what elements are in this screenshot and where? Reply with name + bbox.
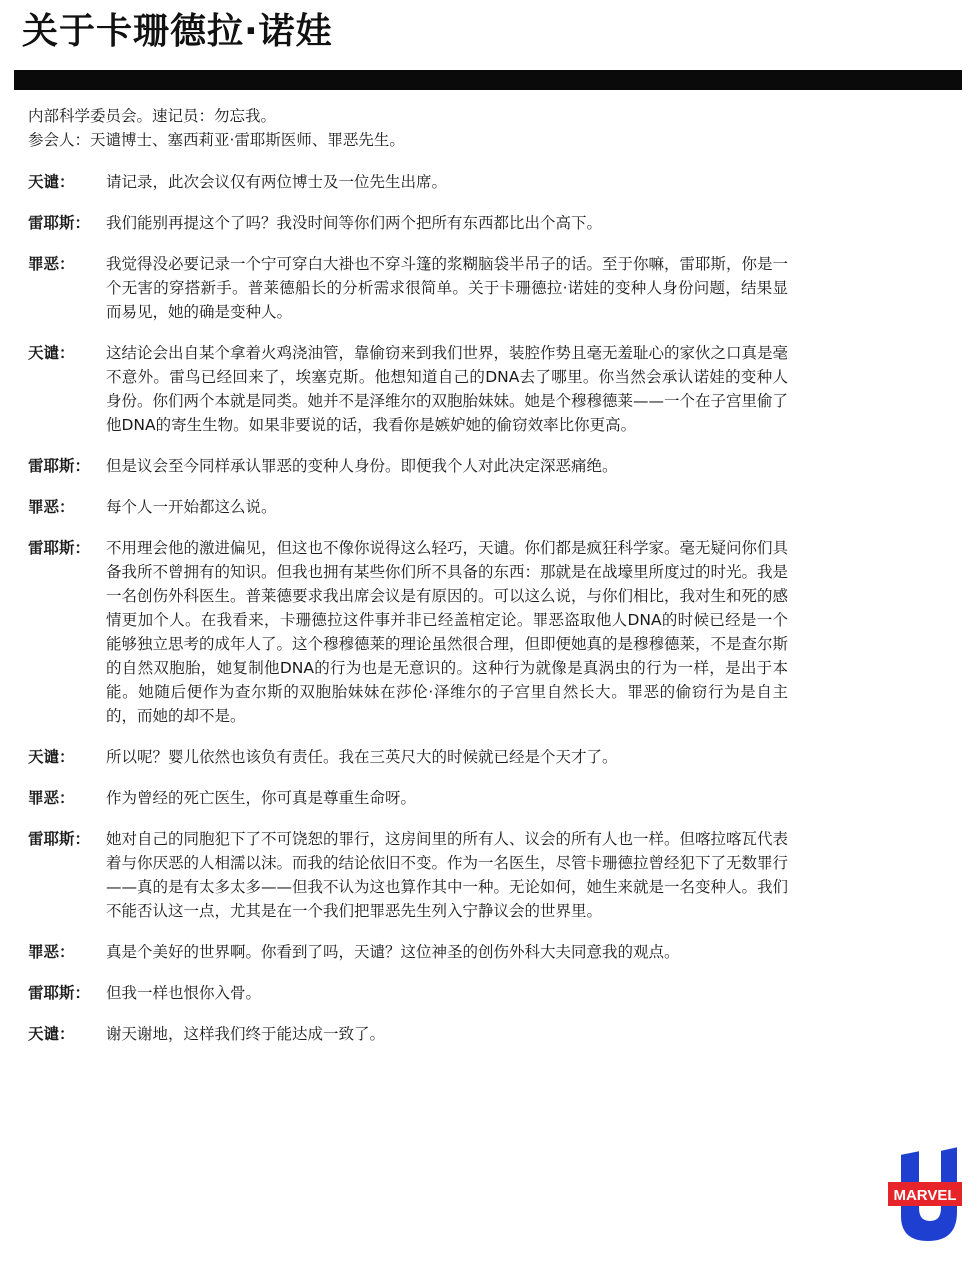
speech-text: 请记录，此次会议仅有两位博士及一位先生出席。 xyxy=(106,173,448,191)
speaker-label: 天谴： xyxy=(28,344,75,362)
transcript-entry xyxy=(28,454,788,478)
speaker-label: 雷耶斯： xyxy=(28,457,91,475)
logo-text: MARVEL xyxy=(893,1187,957,1204)
transcript-entry xyxy=(28,786,788,810)
transcript-entry xyxy=(28,536,788,728)
speech-text: 每个人一开始都这么说。 xyxy=(106,498,277,516)
speech-text: 但是议会至今同样承认罪恶的变种人身份。即便我个人对此决定深恶痛绝。 xyxy=(106,457,618,475)
speaker-label: 雷耶斯： xyxy=(28,984,91,1002)
transcript-entry xyxy=(28,981,788,1005)
transcript-entry xyxy=(28,1022,788,1046)
transcript-entry xyxy=(28,341,788,437)
speech-text: 真是个美好的世界啊。你看到了吗，天谴？这位神圣的创伤外科大夫同意我的观点。 xyxy=(106,943,680,961)
transcript-entry xyxy=(28,211,788,235)
speech-text: 我觉得没必要记录一个宁可穿白大褂也不穿斗篷的浆糊脑袋半吊子的话。至于你嘛，雷耶斯，你是一个无害的穿搭新手。普莱德船长的分析需求很简单。关于卡珊德拉·诺娃的变种人身份问题，结果显而易见，她的确是变种人。 xyxy=(106,255,789,321)
page-title: 关于卡珊德拉·诺娃 xyxy=(22,11,333,52)
transcript-entry xyxy=(28,745,788,769)
speech-text: 但我一样也恨你入骨。 xyxy=(106,984,262,1002)
speech-text: 谢天谢地，这样我们终于能达成一致了。 xyxy=(106,1025,386,1043)
speaker-label: 罪恶： xyxy=(28,789,75,807)
speaker-label: 雷耶斯： xyxy=(28,539,91,557)
transcript-entry xyxy=(28,827,788,923)
transcript-entry xyxy=(28,252,788,324)
title-rule xyxy=(14,70,962,90)
speech-text: 她对自己的同胞犯下了不可饶恕的罪行，这房间里的所有人、议会的所有人也一样。但喀拉喀瓦代表着与你厌恶的人相濡以沫。而我的结论依旧不变。作为一名医生，尽管卡珊德拉曾经犯下了无数罪行——真的是有太多太多——但我不认为这也算作其中一种。无论如何，她生来就是一名变种人。我们不能否认这一点，尤其是在一个我们把罪恶先生列入宁静议会的世界里。 xyxy=(106,830,789,920)
speaker-label: 罪恶： xyxy=(28,498,75,516)
speech-text: 所以呢？婴儿依然也该负有责任。我在三英尺大的时候就已经是个天才了。 xyxy=(106,748,618,766)
meeting-committee: 内部科学委员会。速记员：勿忘我。 xyxy=(28,107,277,125)
speech-text: 我们能别再提这个了吗？我没时间等你们两个把所有东西都比出个高下。 xyxy=(106,214,603,232)
meeting-attendees: 参会人：天谴博士、塞西莉亚·雷耶斯医师、罪恶先生。 xyxy=(28,131,405,149)
speaker-label: 天谴： xyxy=(28,173,75,191)
marvel-unlimited-logo xyxy=(886,1146,964,1246)
transcript-entry xyxy=(28,940,788,964)
speaker-label: 罪恶： xyxy=(28,255,75,273)
speaker-label: 天谴： xyxy=(28,748,75,766)
transcript xyxy=(28,170,788,1063)
speaker-label: 罪恶： xyxy=(28,943,75,961)
transcript-entry xyxy=(28,495,788,519)
speech-text: 这结论会出自某个拿着火鸡浇油管，靠偷窃来到我们世界，装腔作势且毫无羞耻心的家伙之口真是毫不意外。雷鸟已经回来了，埃塞克斯。他想知道自己的DNA去了哪里。你当然会承认诺娃的变种人身份。你们两个本就是同类。她并不是泽维尔的双胞胎妹妹。她是个穆穆德莱——一个在子宫里偷了他DNA的寄生生物。如果非要说的话，我看你是嫉妒她的偷窃效率比你更高。 xyxy=(106,344,789,434)
meeting-info xyxy=(28,104,405,152)
speech-text: 作为曾经的死亡医生，你可真是尊重生命呀。 xyxy=(106,789,417,807)
speaker-label: 雷耶斯： xyxy=(28,830,91,848)
transcript-entry xyxy=(28,170,788,194)
speaker-label: 雷耶斯： xyxy=(28,214,91,232)
speaker-label: 天谴： xyxy=(28,1025,75,1043)
speech-text: 不用理会他的激进偏见，但这也不像你说得这么轻巧，天谴。你们都是疯狂科学家。毫无疑问你们具备我所不曾拥有的知识。但我也拥有某些你们所不具备的东西：那就是在战壕里所度过的时光。我是一名创伤外科医生。普莱德要求我出席会议是有原因的。可以这么说，与你们相比，我对生和死的感情更加个人。在我看来，卡珊德拉这件事并非已经盖棺定论。罪恶盗取他人DNA的时候已经是一个能够独立思考的成年人了。这个穆穆德莱的理论虽然很合理，但即便她真的是穆穆德莱，不是查尔斯的自然双胞胎，她复制他DNA的行为也是无意识的。这种行为就像是真涡虫的行为一样，是出于本能。她随后便作为查尔斯的双胞胎妹妹在莎伦·泽维尔的子宫里自然长大。罪恶的偷窃行为是自主的，而她的却不是。 xyxy=(106,539,789,725)
